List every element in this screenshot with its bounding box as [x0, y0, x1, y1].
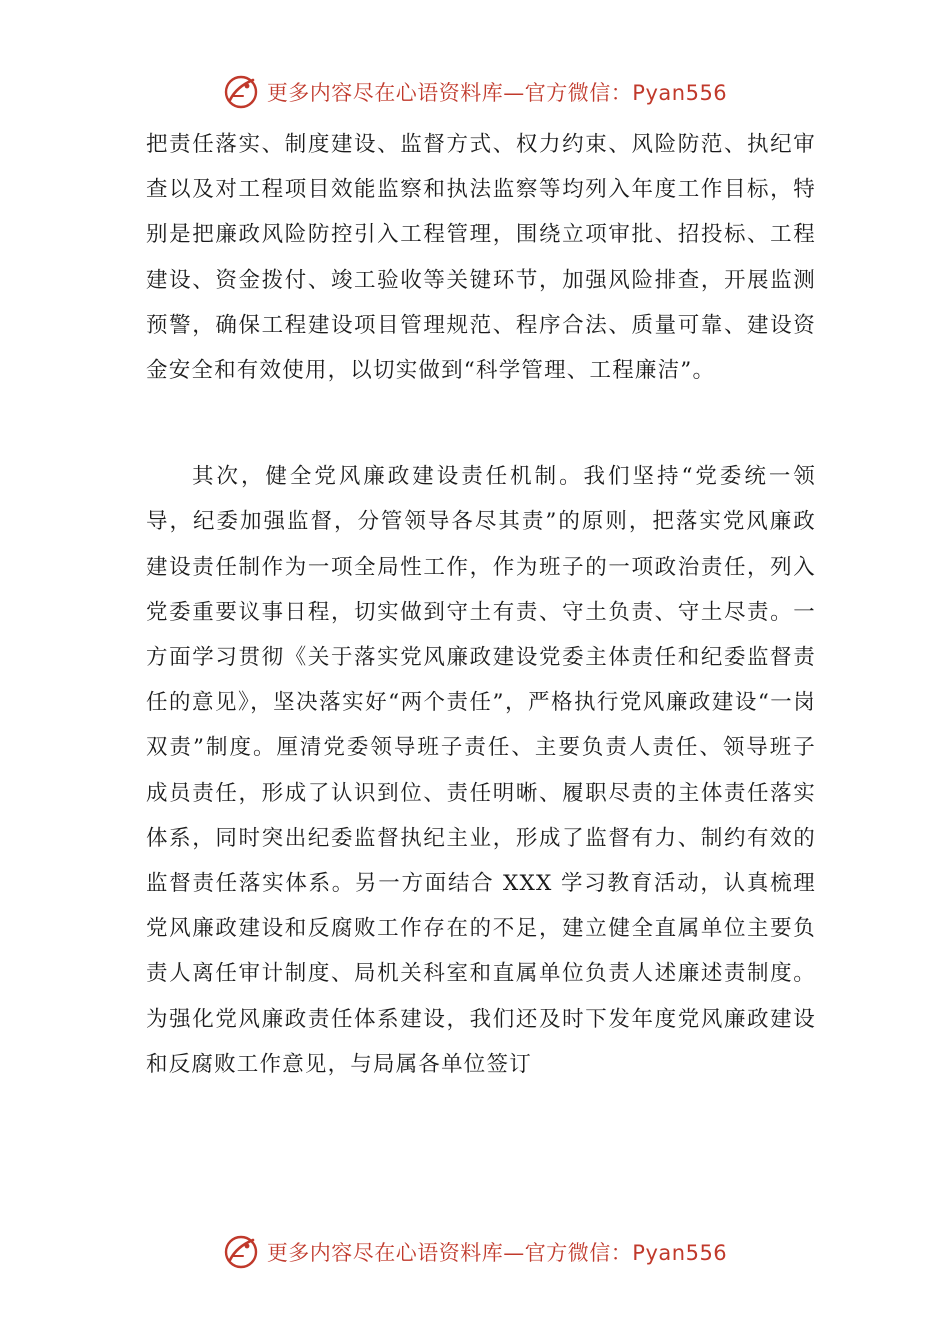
library-logo-icon [223, 1234, 259, 1270]
document-body [146, 122, 816, 1087]
header-banner-text: 更多内容尽在心语资料库—官方微信：Pyan556 [266, 81, 728, 105]
footer-banner [0, 1230, 950, 1274]
header-banner [0, 70, 950, 114]
library-logo-icon [223, 74, 259, 110]
footer-banner-text: 更多内容尽在心语资料库—官方微信：Pyan556 [266, 1241, 728, 1265]
paragraph-2: 其次，健全党风廉政建设责任机制。我们坚持“党委统一领导，纪委加强监督，分管领导各尽其责”的原则，把落实党风廉政建设责任制作为一项全局性工作，作为班子的一项政治责任，列入党委重要议事日程，切实做到守土有责、守土负责、守土尽责。一方面学习贯彻《关于落实党风廉政建设党委主体责任和纪委监督责任的意见》，坚决落实好“两个责任”，严格执行党风廉政建设“一岗双责”制度。厘清党委领导班子责任、主要负责人责任、领导班子成员责任，形成了认识到位、责任明晰、履职尽责的主体责任落实体系，同时突出纪委监督执纪主业，形成了监督有力、制约有效的监督责任落实体系。另一方面结合 XXX 学习教育活动，认真梳理党风廉政建设和反腐败工作存在的不足，建立健全直属单位主要负责人离任审计制度、局机关科室和直属单位负责人述廉述责制度。为强化党风廉政责任体系建设，我们还及时下发年度党风廉政建设和反腐败工作意见，与局属各单位签订 [146, 464, 816, 1077]
paragraph-1: 把责任落实、制度建设、监督方式、权力约束、风险防范、执纪审查以及对工程项目效能监察和执法监察等均列入年度工作目标，特别是把廉政风险防控引入工程管理，围绕立项审批、招投标、工程建设、资金拨付、竣工验收等关键环节，加强风险排查，开展监测预警，确保工程建设项目管理规范、程序合法、质量可靠、建设资金安全和有效使用，以切实做到“科学管理、工程廉洁”。 [146, 132, 816, 384]
